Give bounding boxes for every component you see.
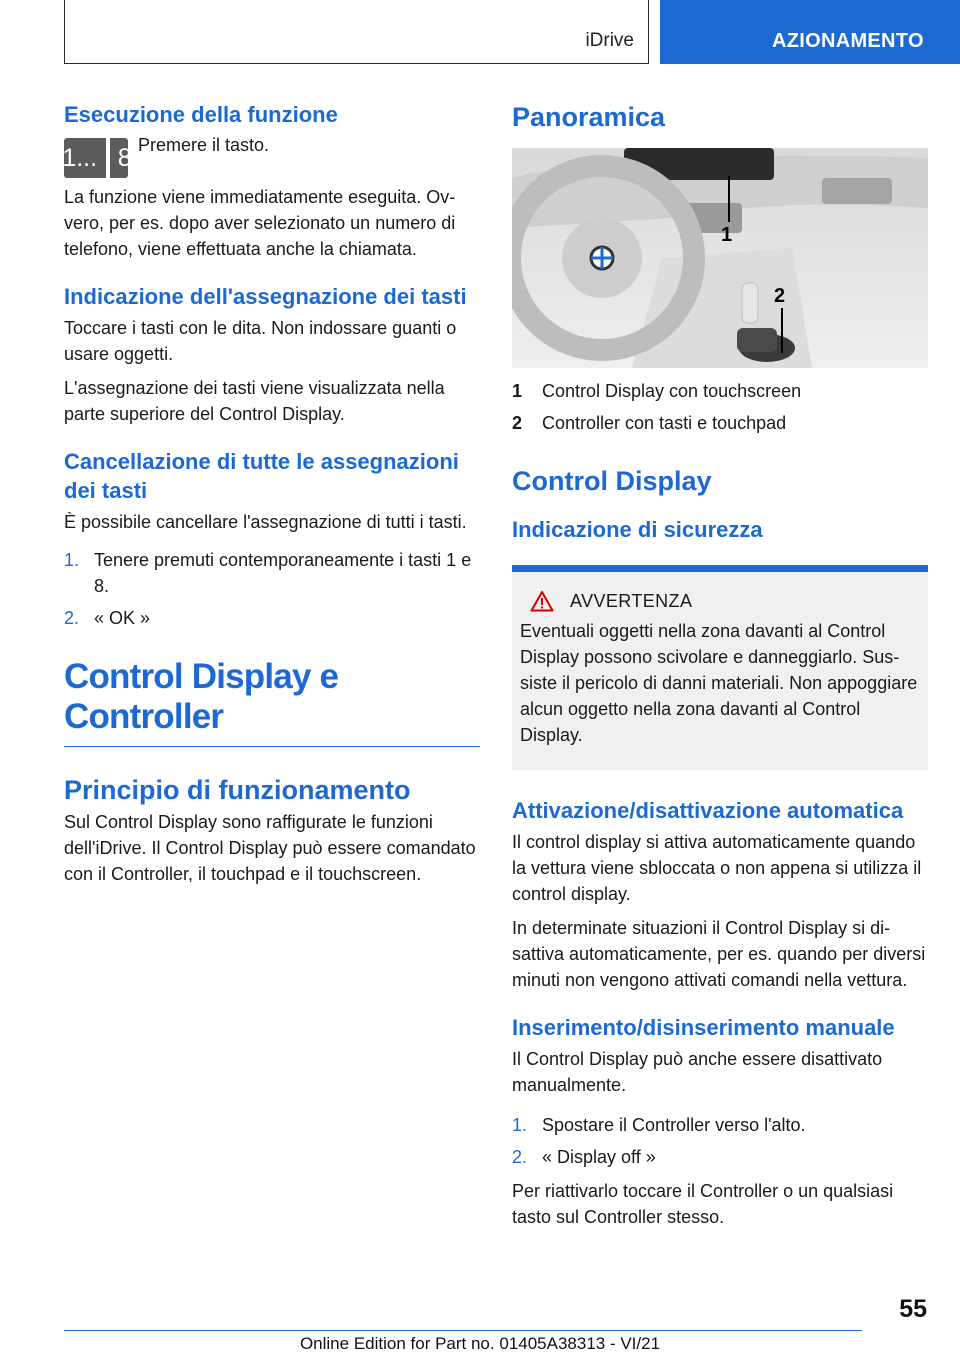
photo-callout-1: 1 [721,224,733,246]
warning-box [512,565,928,770]
assign-heading: Indicazione dell'assegnazione dei tasti [64,284,467,309]
right-column [512,100,928,1230]
delete-heading: Cancellazione di tutte le assegnazioni dei tasti [64,449,459,503]
principle-heading: Principio di funzionamento [64,775,411,805]
control-display-heading: Control Display [512,466,712,496]
assign-paragraph-1: Toccare i tasti con le dita. Non indossare guanti o usare oggetti. [64,318,457,364]
photo-callout-2: 2 [774,285,786,307]
chapter-title: Control Display e Controller [64,657,339,736]
header-section-label: iDrive [585,30,634,51]
auto-paragraph-1: Il control display si attiva automaticamente quando la vettura viene sbloccata o non appena si utilizza il control display. [512,832,922,904]
delete-text: È possibile cancellare l'assegnazione di tutti i tasti. [64,512,467,532]
header-box [64,0,649,64]
auto-paragraph-2: In determinate situazioni il Control Display si disattiva automaticamente, per es. quando per diversi minuti non vengono attivati comandi nella vettura. [512,918,926,990]
manual-steps-list [512,1112,928,1170]
assign-paragraph-2: L'assegnazione dei tasti viene visualizzata nella parte superiore del Control Display. [64,378,445,424]
warning-text: Eventuali oggetti nella zona davanti al Control Display possono scivolare e danneggiarlo. Sussiste il pericolo di danni materiali. Non appoggiare alcun oggetto nella zona davanti al Control Display. [520,621,918,745]
exec-press-text: Premere il tasto. [138,135,270,155]
dashboard-photo [512,148,928,368]
photo-legend [512,378,928,436]
exec-text: La funzione viene immediatamente eseguita. Ovvero, per es. dopo aver selezionato un numero di telefono, viene effettuata anche la chiamata. [64,187,456,259]
list-item: 1 Control Display con touchscreen [512,381,802,401]
key-icon-last: 8 [117,144,132,172]
list-item: 2. « OK » [64,608,151,628]
exec-heading: Esecuzione della funzione [64,102,338,127]
footer-edition: Online Edition for Part no. 01405A38313 - VI/21 [299,1334,661,1353]
header-chapter-tab: AZIONAMENTO [660,0,960,64]
list-item: 1. Tenere premuti contemporaneamente i tasti 1 e 8. [64,550,472,596]
auto-heading: Attivazione/disattivazione automatica [512,798,904,823]
reactivate-text: Per riattivarlo toccare il Controller o un qualsiasi tasto sul Controller stesso. [512,1181,894,1227]
left-column [64,100,480,887]
warning-title: AVVERTENZA [570,590,693,611]
list-item: 1. Spostare il Controller verso l'alto. [512,1115,806,1135]
manual-heading: Inserimento/disinserimento manuale [512,1015,895,1040]
safety-heading: Indicazione di sicurezza [512,517,763,542]
footer-rule [64,1330,862,1331]
overview-heading: Panoramica [512,102,666,132]
list-item: 2 Controller con tasti e touchpad [512,413,787,433]
manual-text: Il Control Display può anche essere disattivato manualmente. [512,1049,883,1095]
delete-steps-list [64,547,480,631]
key-icon-separator [106,138,110,178]
warning-title-row [520,590,920,612]
principle-text: Sul Control Display sono raffigurate le funzioni dell'iDrive. Il Control Display può essere comandato con il Controller, il touchpad e il touchscreen. [64,812,476,884]
chapter-rule [64,746,480,747]
warning-triangle-icon [530,590,554,612]
key-icon-first: 1... [62,144,98,172]
page-number: 55 [899,1295,927,1323]
list-item: 2. « Display off » [512,1147,656,1167]
keys-1-8-icon [62,138,132,178]
key-instruction [62,135,480,178]
